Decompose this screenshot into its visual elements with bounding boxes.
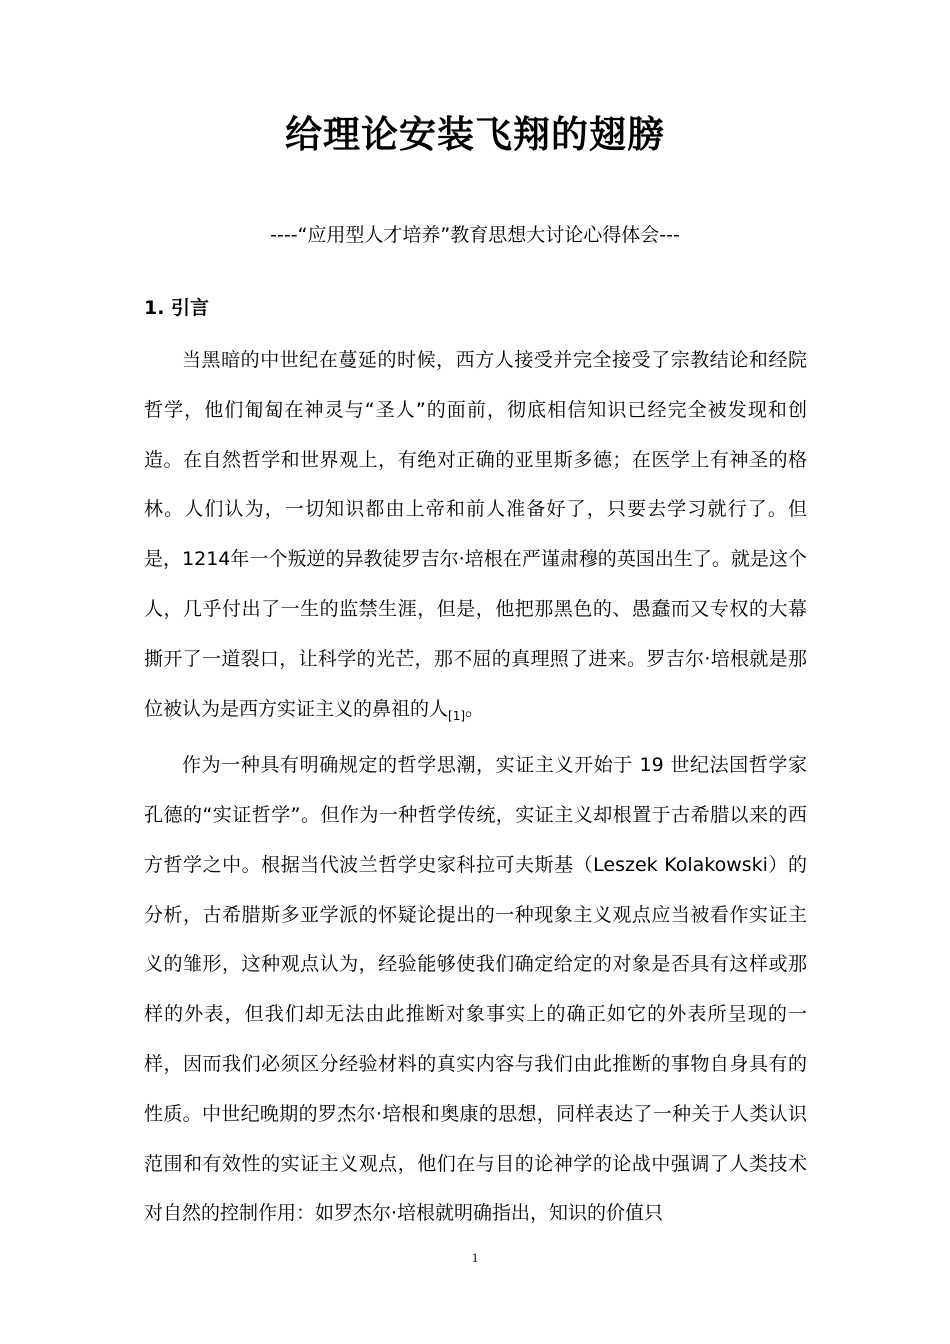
body-text	[144, 336, 807, 1239]
paragraph-1	[144, 336, 807, 741]
citation-reference: [1]	[448, 708, 466, 723]
section-heading: 1. 引言	[144, 297, 210, 319]
paragraph-2	[144, 741, 807, 1239]
paragraph-1-text: 当黑暗的中世纪在蔓延的时候，西方人接受并完全接受了宗教结论和经院哲学，他们匍匐在神灵与“圣人”的面前，彻底相信知识已经完全被发现和创造。在自然哲学和世界观上，有绝对正确的亚里斯多德；在医学上有神圣的格林。人们认为，一切知识都由上帝和前人准备好了，只要去学习就行了。但是，1214年一个叛逆的异教徒罗吉尔·培根在严谨肃穆的英国出生了。就是这个人，几乎付出了一生的监禁生涯，但是，他把那黑色的、愚蠢而又专权的大幕撕开了一道裂口，让科学的光芒，那不屈的真理照了进来。罗吉尔·培根就是那位被认为是西方实证主义的鼻祖的人	[144, 349, 807, 720]
paragraph-1-tail: 。	[465, 697, 485, 720]
document-title: 给理论安装飞翔的翅膀	[285, 113, 665, 156]
paragraph-2-text: 作为一种具有明确规定的哲学思潮，实证主义开始于 19 世纪法国哲学家孔德的“实证哲学”。但作为一种哲学传统，实证主义却根置于古希腊以来的西方哲学之中。根据当代波兰哲学史家科拉可夫斯基（Leszek Kolakowski）的分析，古希腊斯多亚学派的怀疑论提出的一种现象主义观点应当被看作实证主义的雏形，这种观点认为，经验能够使我们确定给定的对象是否具有这样或那样的外表，但我们却无法由此推断对象事实上的确正如它的外表所呈现的一样，因而我们必须区分经验材料的真实内容与我们由此推断的事物自身具有的性质。中世纪晚期的罗杰尔·培根和奥康的思想，同样表达了一种关于人类认识范围和有效性的实证主义观点，他们在与目的论神学的论战中强调了人类技术对自然的控制作用：如罗杰尔·培根就明确指出，知识的价值只	[144, 754, 807, 1225]
document-subtitle: ----“应用型人才培养”教育思想大讨论心得体会---	[270, 224, 680, 246]
page-number: 1	[471, 1250, 479, 1265]
